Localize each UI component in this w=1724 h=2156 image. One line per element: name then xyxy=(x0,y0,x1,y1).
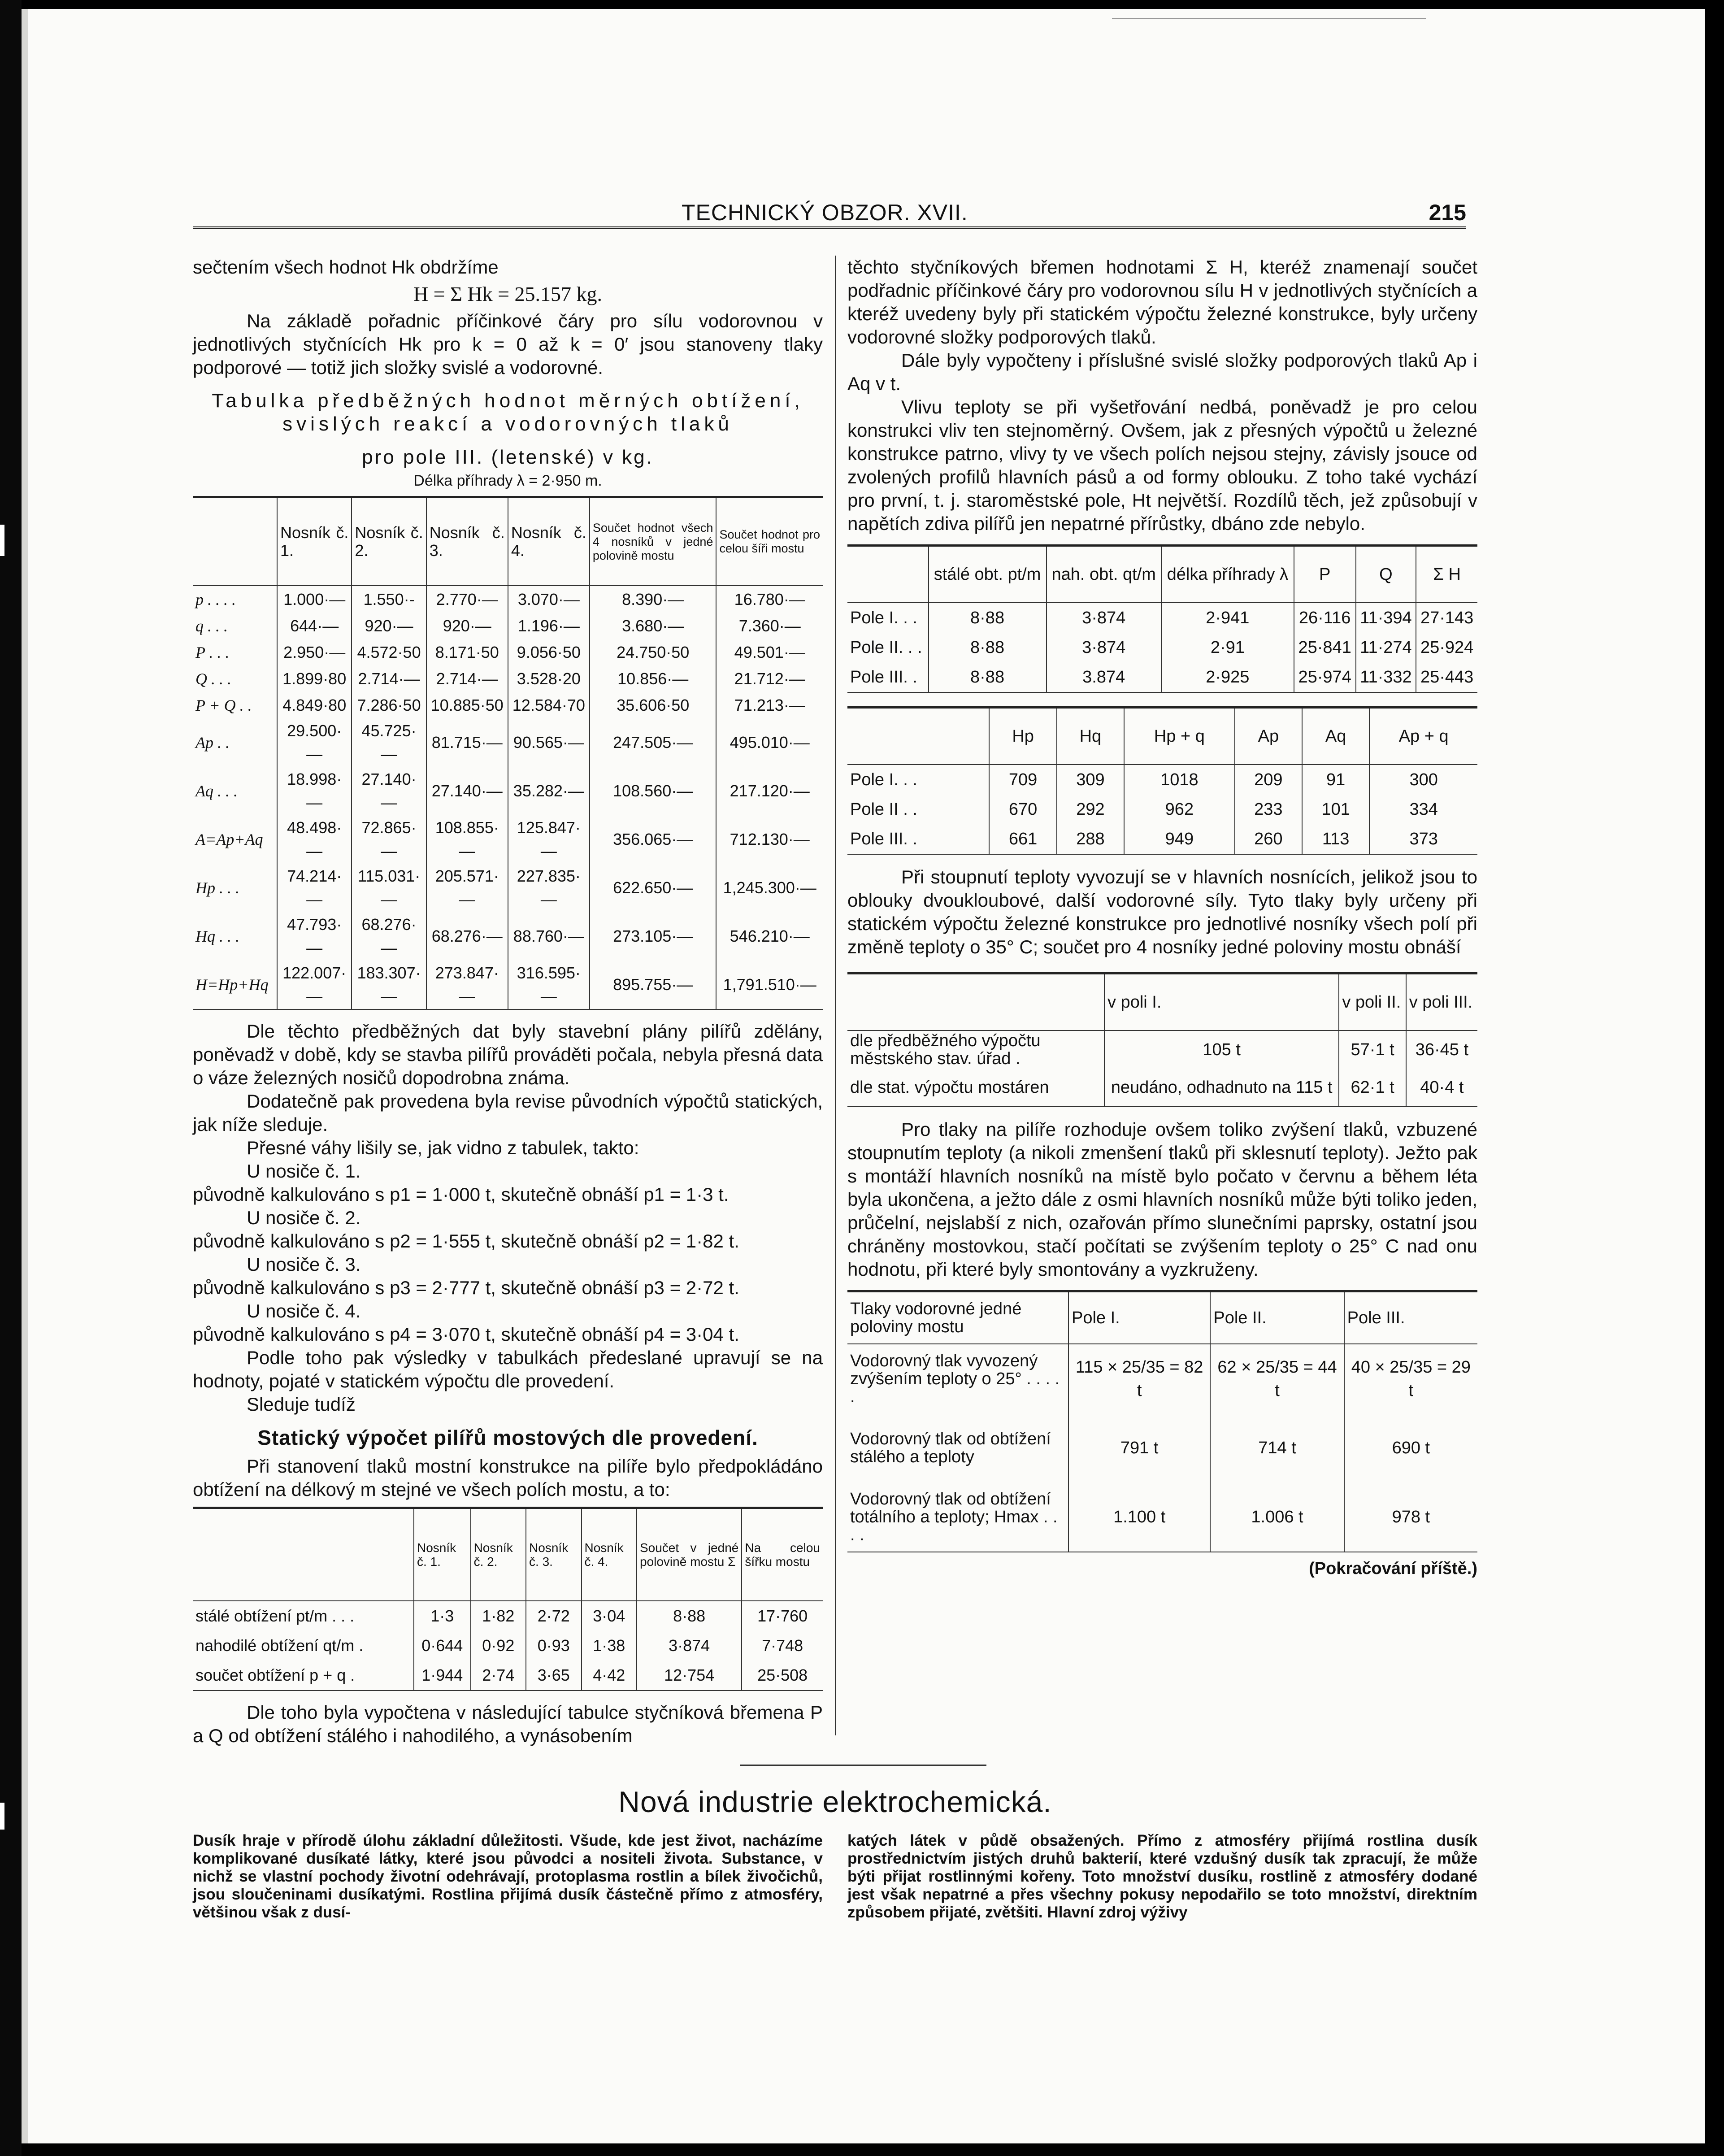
table-cell: 0·92 xyxy=(471,1631,526,1660)
table-cell: 27.140·— xyxy=(352,767,426,815)
paragraph: Přesné váhy lišily se, jak vidno z tabulek, takto: xyxy=(247,1137,639,1158)
table-cell: 791 t xyxy=(1068,1413,1210,1482)
intro-text: sečtením všech hodnot Hk obdržíme xyxy=(193,256,499,278)
table-cell: 122.007·— xyxy=(277,961,352,1009)
table-cell: 920·— xyxy=(426,613,508,639)
table-cell: 273.105·— xyxy=(590,912,717,961)
row-label: Pole III. . xyxy=(847,662,929,692)
table-body xyxy=(847,603,1477,692)
table-cell: 622.650·— xyxy=(590,864,717,912)
row-label: Pole III. . xyxy=(847,824,989,854)
beam-values: původně kalkulováno s p1 = 1·000 t, skutečně obnáší p1 = 1·3 t. xyxy=(193,1184,729,1205)
table-cell: 12.584·70 xyxy=(508,692,590,718)
row-label: Hq . . . xyxy=(195,927,239,945)
table-cell: 1.000·— xyxy=(277,586,352,613)
table-cell: 2·91 xyxy=(1161,633,1294,662)
table-cell: 714 t xyxy=(1210,1413,1344,1482)
table-header-cell: nah. obt. qt/m xyxy=(1047,546,1161,603)
table-header-cell: Tlaky vodorovné jedné poloviny mostu xyxy=(847,1291,1068,1344)
table-cell: 8·88 xyxy=(637,1601,742,1631)
table-cell: 2·72 xyxy=(526,1601,581,1631)
table-cell: 16.780·— xyxy=(716,586,823,613)
table-cell: 978 t xyxy=(1344,1482,1477,1552)
table-cell: 74.214·— xyxy=(277,864,352,912)
table-cell: 72.865·— xyxy=(352,815,426,864)
table-cell: 3·874 xyxy=(1047,633,1161,662)
table-cell: 309 xyxy=(1057,765,1124,795)
paragraph: Na základě pořadnic příčinkové čáry pro sílu vodorovnou v jednotlivých styčnících Hk pro k = 0 až k = 0′ jsou stanoveny tlaky podporové — totiž jich složky svislé a vodorovné. xyxy=(193,310,823,378)
table-cell: 546.210·— xyxy=(716,912,823,961)
beam-label: U nosiče č. 4. xyxy=(247,1300,361,1321)
row-label: P . . . xyxy=(195,643,230,661)
table-row xyxy=(193,718,823,767)
table-cell: 2·74 xyxy=(471,1660,526,1691)
paragraph: Pro tlaky na pilíře rozhoduje ovšem toliko zvýšení tlaků, vzbuzené stoupnutím teploty (a nikoli zmenšení tlaků při sklesnutí teploty). Ježto pak s montáží hlavních nosníků na místě bylo počato v červnu a během léta byla ukončena, a ježto dále z osmi hlavních nosníků může býti toliko jeden, průčelní, nejslabší z nich, ozařován přímo slunečními paprsky, ostatní jsou chráněny mostovkou, stačí počítati se zvýšením teploty o 25° C nad onu hodnotu, při které byly smontovány a vyzkruženy. xyxy=(847,1119,1477,1280)
paragraph: Dle toho byla vypočtena v následující tabulce styčníková břemena P a Q od obtížení stálého i nahodilého, a vynásobením xyxy=(193,1702,823,1746)
table-cell: 709 xyxy=(989,765,1056,795)
table-cell: 47.793·— xyxy=(277,912,352,961)
table-cell: 183.307·— xyxy=(352,961,426,1009)
table-row xyxy=(193,815,823,864)
support-forces-table xyxy=(847,706,1477,855)
table-cell: 1.550·- xyxy=(352,586,426,613)
table-row xyxy=(193,1601,823,1631)
table-header-cell: Nosník č. 4. xyxy=(508,497,590,586)
table-row xyxy=(847,1482,1477,1552)
row-label: H=Hp+Hq xyxy=(193,961,277,1009)
table-header-cell: Hq xyxy=(1057,708,1124,765)
table-row xyxy=(847,633,1477,662)
table-cell: 1,791.510·— xyxy=(716,961,823,1009)
table-header-cell: Nosník č. 4. xyxy=(582,1508,637,1601)
table-cell: 3.070·— xyxy=(508,586,590,613)
table-cell: 670 xyxy=(989,795,1056,824)
page-number: 215 xyxy=(1429,200,1466,225)
table-cell: 373 xyxy=(1369,824,1477,854)
table-cell: 35.282·— xyxy=(508,767,590,815)
table-cell: 40 × 25/35 = 29 t xyxy=(1344,1344,1477,1413)
table-cell: 71.213·— xyxy=(716,692,823,718)
column-divider xyxy=(835,256,836,1735)
paragraph: těchto styčníkových břemen hodnotami Σ H, kteréž znamenají součet podřadnic příčinkové čáry pro vodorovnou sílu H v jednotlivých styčnících a kteréž uvedeny byly při statickém výpočtu železné konstrukce, byly určeny vodorovné složky podporových tlaků. xyxy=(847,256,1477,348)
table-cell: 895.755·— xyxy=(590,961,717,1009)
table-cell: 316.595·— xyxy=(508,961,590,1009)
table-body xyxy=(847,1344,1477,1552)
book-binding xyxy=(0,0,22,2156)
table-row xyxy=(193,864,823,912)
table-header-cell: Součet hodnot pro celou šíři mostu xyxy=(716,497,823,586)
table-cell: 62 × 25/35 = 44 t xyxy=(1210,1344,1344,1413)
table-cell: 24.750·50 xyxy=(590,639,717,665)
table-row xyxy=(193,639,823,665)
table-cell: 90.565·— xyxy=(508,718,590,767)
beam-label: U nosiče č. 1. xyxy=(247,1161,361,1182)
table-cell: 962 xyxy=(1124,795,1235,824)
row-label: dle stat. výpočtu mostáren xyxy=(847,1069,1104,1107)
table-cell: 40·4 t xyxy=(1406,1069,1477,1107)
page-header xyxy=(193,200,1466,229)
row-label: Hp . . . xyxy=(195,879,239,897)
table-header-cell: Pole II. xyxy=(1210,1291,1344,1344)
table-cell: 1.196·— xyxy=(508,613,590,639)
continued-note: (Pokračování příště.) xyxy=(1309,1559,1477,1578)
table-cell: 661 xyxy=(989,824,1056,854)
table-cell: 105 t xyxy=(1104,1030,1339,1069)
table-cell: 1·3 xyxy=(414,1601,471,1631)
table-title: Tabulka předběžných hodnot měrných obtížení, xyxy=(212,390,804,412)
table-cell: 4.572·50 xyxy=(352,639,426,665)
article-title: Nová industrie elektrochemická. xyxy=(618,1785,1052,1818)
table-header-cell: Nosník č. 3. xyxy=(526,1508,581,1601)
temperature-forces-table xyxy=(847,972,1477,1107)
table-cell: 101 xyxy=(1302,795,1369,824)
table-cell: 205.571·— xyxy=(426,864,508,912)
table-cell: 1.899·80 xyxy=(277,665,352,692)
table-header-cell xyxy=(847,974,1104,1031)
table-row xyxy=(193,586,823,613)
table-header-cell: Hp xyxy=(989,708,1056,765)
table-cell: 8·88 xyxy=(929,662,1047,692)
table-header-cell: Součet v jedné polovině mostu Σ xyxy=(637,1508,742,1601)
table-header-cell: stálé obt. pt/m xyxy=(929,546,1047,603)
table-cell: 91 xyxy=(1302,765,1369,795)
table-cell: 2.714·— xyxy=(426,665,508,692)
table-cell: 12·754 xyxy=(637,1660,742,1691)
table-row xyxy=(193,767,823,815)
beam-values: původně kalkulováno s p3 = 2·777 t, skutečně obnáší p3 = 2·72 t. xyxy=(193,1277,739,1298)
table-cell: 1.100 t xyxy=(1068,1482,1210,1552)
table-header-cell: Q xyxy=(1356,546,1416,603)
beam-label: U nosiče č. 3. xyxy=(247,1254,361,1275)
table-cell: 62·1 t xyxy=(1339,1069,1406,1107)
table-cell: 10.856·— xyxy=(590,665,717,692)
table-header-cell: Σ H xyxy=(1416,546,1477,603)
row-label: stálé obtížení pt/m . . . xyxy=(195,1607,355,1625)
table-cell: 334 xyxy=(1369,795,1477,824)
table-cell: 25·974 xyxy=(1294,662,1356,692)
table-header-cell: Součet hodnot všech 4 nosníků v jedné polovině mostu xyxy=(590,497,717,586)
table-header-cell: Na celou šířku mostu xyxy=(742,1508,823,1601)
table-header-cell: Nosník č. 1. xyxy=(277,497,352,586)
table-row xyxy=(847,824,1477,854)
row-label: A=Ap+Aq xyxy=(195,830,263,848)
table-cell: 25·508 xyxy=(742,1660,823,1691)
row-label: q . . . xyxy=(195,617,228,635)
row-label: Pole II . . xyxy=(850,800,917,819)
table-header-cell: délka příhrady λ xyxy=(1161,546,1294,603)
table-header-cell xyxy=(193,497,277,586)
table-cell: 57·1 t xyxy=(1339,1030,1406,1069)
beam-values: původně kalkulováno s p2 = 1·555 t, skutečně obnáší p2 = 1·82 t. xyxy=(193,1230,739,1252)
table-cell: 8·88 xyxy=(929,603,1047,633)
table-cell: 3.528·20 xyxy=(508,665,590,692)
table-cell: 108.560·— xyxy=(590,767,717,815)
table-cell: 644·— xyxy=(277,613,352,639)
paragraph: Při stoupnutí teploty vyvozují se v hlavních nosnících, jelikož jsou to oblouky dvoukloubové, další vodorovné síly. Tyto tlaky byly určeny při statickém výpočtu železné konstrukce pro jednotlivé nosníky všech polí při změně teploty o 35° C; součet pro 4 nosníky jedné poloviny mostu obnáší xyxy=(847,866,1477,957)
table-cell: 1,245.300·— xyxy=(716,864,823,912)
table-header-row xyxy=(847,1291,1477,1344)
paragraph: Dále byly vypočteny i příslušné svislé složky podporových tlaků Ap i Aq v t. xyxy=(847,350,1477,394)
load-table xyxy=(193,1507,823,1691)
table-cell: 27.140·— xyxy=(426,767,508,815)
table-cell: 233 xyxy=(1235,795,1302,824)
table-header-row xyxy=(847,708,1477,765)
table-cell: 113 xyxy=(1302,824,1369,854)
table-cell: 3·04 xyxy=(582,1601,637,1631)
table-cell: 2.950·— xyxy=(277,639,352,665)
table-cell: 17·760 xyxy=(742,1601,823,1631)
table-row xyxy=(193,613,823,639)
table-header-cell xyxy=(847,708,989,765)
row-label: Vodorovný tlak vyvozený zvýšením teploty o 25° . . . . . xyxy=(850,1352,1060,1406)
table-cell: 209 xyxy=(1235,765,1302,795)
table-cell: 81.715·— xyxy=(426,718,508,767)
table-cell: 3·874 xyxy=(1047,603,1161,633)
table-header-cell: Ap + q xyxy=(1369,708,1477,765)
horizontal-pressure-table xyxy=(847,1290,1477,1552)
table-header-cell: Pole III. xyxy=(1344,1291,1477,1344)
table-cell: 29.500·— xyxy=(277,718,352,767)
table-cell: 3·874 xyxy=(637,1631,742,1660)
table-cell: 88.760·— xyxy=(508,912,590,961)
paragraph: Dle těchto předběžných dat byly stavební plány pilířů zdělány, poněvadž v době, kdy se stavba pilířů prováděti počala, nebyla přesná data o váze železných nosičů dopodrobna známa. xyxy=(193,1021,823,1088)
table-header-row xyxy=(193,1508,823,1601)
table-cell: 115 × 25/35 = 82 t xyxy=(1068,1344,1210,1413)
table-cell: 0·93 xyxy=(526,1631,581,1660)
table-cell: 4.849·80 xyxy=(277,692,352,718)
table-header-cell: v poli II. xyxy=(1339,974,1406,1031)
beam-values: původně kalkulováno s p4 = 3·070 t, skutečně obnáší p4 = 3·04 t. xyxy=(193,1324,739,1345)
row-label: Vodorovný tlak od obtížení stálého a teploty xyxy=(850,1430,1051,1466)
row-label: Vodorovný tlak od obtížení totálního a teploty; Hmax . . . . xyxy=(847,1482,1068,1552)
paragraph: Dodatečně pak provedena byla revise původních výpočtů statických, jak níže sleduje. xyxy=(193,1091,823,1135)
table-header-cell: Hp + q xyxy=(1124,708,1235,765)
table-cell: 36·45 t xyxy=(1406,1030,1477,1069)
table-cell: 1·944 xyxy=(414,1660,471,1691)
row-label: Ap . . xyxy=(195,734,230,752)
table-cell: 7·748 xyxy=(742,1631,823,1660)
row-label: Aq . . . xyxy=(195,782,238,800)
table-row xyxy=(193,692,823,718)
table-cell: 35.606·50 xyxy=(590,692,717,718)
row-label: Pole I. . . xyxy=(850,770,917,789)
table-header-row xyxy=(847,546,1477,603)
section-heading: Statický výpočet pilířů mostových dle provedení. xyxy=(257,1426,758,1449)
table-cell: 8·88 xyxy=(929,633,1047,662)
binding-mark xyxy=(0,525,4,556)
table-cell: 21.712·— xyxy=(716,665,823,692)
table-cell: 1·82 xyxy=(471,1601,526,1631)
table-header-cell xyxy=(193,1508,414,1601)
article-column-left: Dusík hraje v přírodě úlohu základní důležitosti. Všude, kde jest život, nacházíme komplikované dusíkaté látky, které jsou původci a nositeli života. Substance, v nichž se vlastní pochody životní odehrávají, protoplasma rostlin a bílek živočichů, jsou sloučeninami dusíkatými. Rostlina přijímá dusík částečně přímo z atmosféry, většinou však z dusí- xyxy=(193,1832,823,1921)
table-cell: 2·941 xyxy=(1161,603,1294,633)
preliminary-values-table xyxy=(193,496,823,1010)
table-cell: 9.056·50 xyxy=(508,639,590,665)
table-cell: 920·— xyxy=(352,613,426,639)
table-cell: 3.680·— xyxy=(590,613,717,639)
table-cell: 68.276·— xyxy=(352,912,426,961)
table-cell: 292 xyxy=(1057,795,1124,824)
table-header-cell: v poli I. xyxy=(1104,974,1339,1031)
table-row xyxy=(847,1413,1477,1482)
table-cell: 227.835·— xyxy=(508,864,590,912)
table-cell: 300 xyxy=(1369,765,1477,795)
table-cell: 260 xyxy=(1235,824,1302,854)
table-cell: 690 t xyxy=(1344,1413,1477,1482)
table-cell: 7.286·50 xyxy=(352,692,426,718)
table-row xyxy=(847,603,1477,633)
table-cell: 10.885·50 xyxy=(426,692,508,718)
table-header-cell: Nosník č. 2. xyxy=(352,497,426,586)
table-cell: 25·841 xyxy=(1294,633,1356,662)
row-label: P + Q . . xyxy=(195,696,252,714)
table-header-cell: P xyxy=(1294,546,1356,603)
table-cell: 2·925 xyxy=(1161,662,1294,692)
binding-mark xyxy=(0,1803,4,1830)
table-cell: 11·332 xyxy=(1356,662,1416,692)
table-cell: 949 xyxy=(1124,824,1235,854)
scan-edge-line xyxy=(1112,18,1426,19)
table-row xyxy=(193,961,823,1009)
paragraph: Při stanovení tlaků mostní konstrukce na pilíře bylo předpokládáno obtížení na délkový m stejné ve všech polích mostu, a to: xyxy=(193,1456,823,1500)
paragraph: Vlivu teploty se při vyšetřování nedbá, poněvadž je pro celou konstrukci vliv ten stejnoměrný. Ovšem, jak z přesných výpočtů u železné konstrukce patrno, vlivy ty ve všech polích nejsou stejny, závisly jsouce od zvolených profilů hlavních pásů a od formy oblouku. Z toho také vychází pro první, t. j. staroměstské pole, Ht největší. Rozdílů těch, jež způsobují v napětích zdiva pilířů jen nepatrné přírůstky, dbáno zde nebylo. xyxy=(847,396,1477,534)
row-label: dle předběžného výpočtu městského stav. úřad . xyxy=(850,1031,1041,1068)
table-row xyxy=(193,912,823,961)
table-header-cell: Pole I. xyxy=(1068,1291,1210,1344)
row-label: Pole II. . . xyxy=(850,638,922,657)
table-header-cell xyxy=(847,546,929,603)
table-cell: 3.874 xyxy=(1047,662,1161,692)
table-header-cell: Aq xyxy=(1302,708,1369,765)
table-cell: 3·65 xyxy=(526,1660,581,1691)
table-row xyxy=(847,795,1477,824)
table-cell: 273.847·— xyxy=(426,961,508,1009)
table-cell: 18.998·— xyxy=(277,767,352,815)
table-row xyxy=(847,1030,1477,1069)
table-cell: 8.171·50 xyxy=(426,639,508,665)
table-body xyxy=(193,586,823,1009)
paragraph: Sleduje tudíž xyxy=(247,1394,356,1415)
table-cell: 712.130·— xyxy=(716,815,823,864)
table-cell: 45.725·— xyxy=(352,718,426,767)
table-cell: 7.360·— xyxy=(716,613,823,639)
table-cell: 247.505·— xyxy=(590,718,717,767)
row-label: součet obtížení p + q . xyxy=(193,1660,414,1691)
table-cell: 1.006 t xyxy=(1210,1482,1344,1552)
table-cell: 0·644 xyxy=(414,1631,471,1660)
table-header-cell: v poli III. xyxy=(1406,974,1477,1031)
table-cell: 125.847·— xyxy=(508,815,590,864)
table-cell: 48.498·— xyxy=(277,815,352,864)
table-cell: 11·394 xyxy=(1356,603,1416,633)
table-header-cell: Nosník č. 1. xyxy=(414,1508,471,1601)
table-cell: 495.010·— xyxy=(716,718,823,767)
row-label: Q . . . xyxy=(195,669,231,688)
table-cell: 115.031·— xyxy=(352,864,426,912)
table-body xyxy=(193,1601,823,1691)
table-body xyxy=(847,1030,1477,1107)
table-title: svislých reakcí a vodorovných tlaků xyxy=(282,413,733,435)
table-cell: 27·143 xyxy=(1416,603,1477,633)
row-label: nahodilé obtížení qt/m . xyxy=(195,1636,364,1655)
table-cell: 25·443 xyxy=(1416,662,1477,692)
table-cell: 108.855·— xyxy=(426,815,508,864)
table-cell: 1018 xyxy=(1124,765,1235,795)
table-row xyxy=(193,1660,823,1691)
table-cell: 26·116 xyxy=(1294,603,1356,633)
table-row xyxy=(847,662,1477,692)
table-body xyxy=(847,765,1477,854)
table-cell: 49.501·— xyxy=(716,639,823,665)
table-row xyxy=(193,1631,823,1660)
table-cell: 4·42 xyxy=(582,1660,637,1691)
right-column xyxy=(847,256,1477,1580)
equation: H = Σ Hk = 25.157 kg. xyxy=(413,283,603,305)
table-header-row xyxy=(193,497,823,586)
table-row xyxy=(847,765,1477,795)
table-cell: 11·274 xyxy=(1356,633,1416,662)
table-cell: 2.770·— xyxy=(426,586,508,613)
table-cell: 356.065·— xyxy=(590,815,717,864)
table-subtitle: Délka příhrady λ = 2·950 m. xyxy=(413,472,602,489)
paragraph: Podle toho pak výsledky v tabulkách předeslané upravují se na hodnoty, pojaté v statickém výpočtu dle provedení. xyxy=(193,1347,823,1391)
table-cell: 68.276·— xyxy=(426,912,508,961)
journal-title: TECHNICKÝ OBZOR. XVII. xyxy=(682,200,968,225)
table-cell: 288 xyxy=(1057,824,1124,854)
table-row xyxy=(193,665,823,692)
table-row xyxy=(847,1069,1477,1107)
row-label: Pole I. . . xyxy=(850,609,917,627)
node-loads-table xyxy=(847,544,1477,693)
table-cell: 8.390·— xyxy=(590,586,717,613)
table-row xyxy=(847,1344,1477,1413)
table-cell: 2.714·— xyxy=(352,665,426,692)
table-cell: neudáno, odhadnuto na 115 t xyxy=(1104,1069,1339,1107)
table-cell: 1·38 xyxy=(582,1631,637,1660)
table-title: pro pole III. (letenské) v kg. xyxy=(362,446,654,468)
row-label: p . . . . xyxy=(195,590,236,609)
table-header-cell: Nosník č. 2. xyxy=(471,1508,526,1601)
table-cell: 217.120·— xyxy=(716,767,823,815)
beam-label: U nosiče č. 2. xyxy=(247,1207,361,1228)
left-column xyxy=(193,256,823,1747)
table-cell: 25·924 xyxy=(1416,633,1477,662)
article-column-right: katých látek v půdě obsažených. Přímo z atmosféry přijímá rostlina dusík prostřednictvím jistých druhů bakterií, které vzdušný dusík tak zpracují, že může býti přijat rostlinnými kořeny. Toto množství dusíku, rostlině z atmosféry dodané jest však nepatrné a přes všechny pokusy nepodařilo se toto množství, direktním způsobem přijaté, zvětšiti. Hlavní zdroj výživy xyxy=(847,1832,1477,1921)
table-header-row xyxy=(847,974,1477,1031)
table-header-cell: Ap xyxy=(1235,708,1302,765)
table-header-cell: Nosník č. 3. xyxy=(426,497,508,586)
article-separator xyxy=(740,1765,986,1766)
